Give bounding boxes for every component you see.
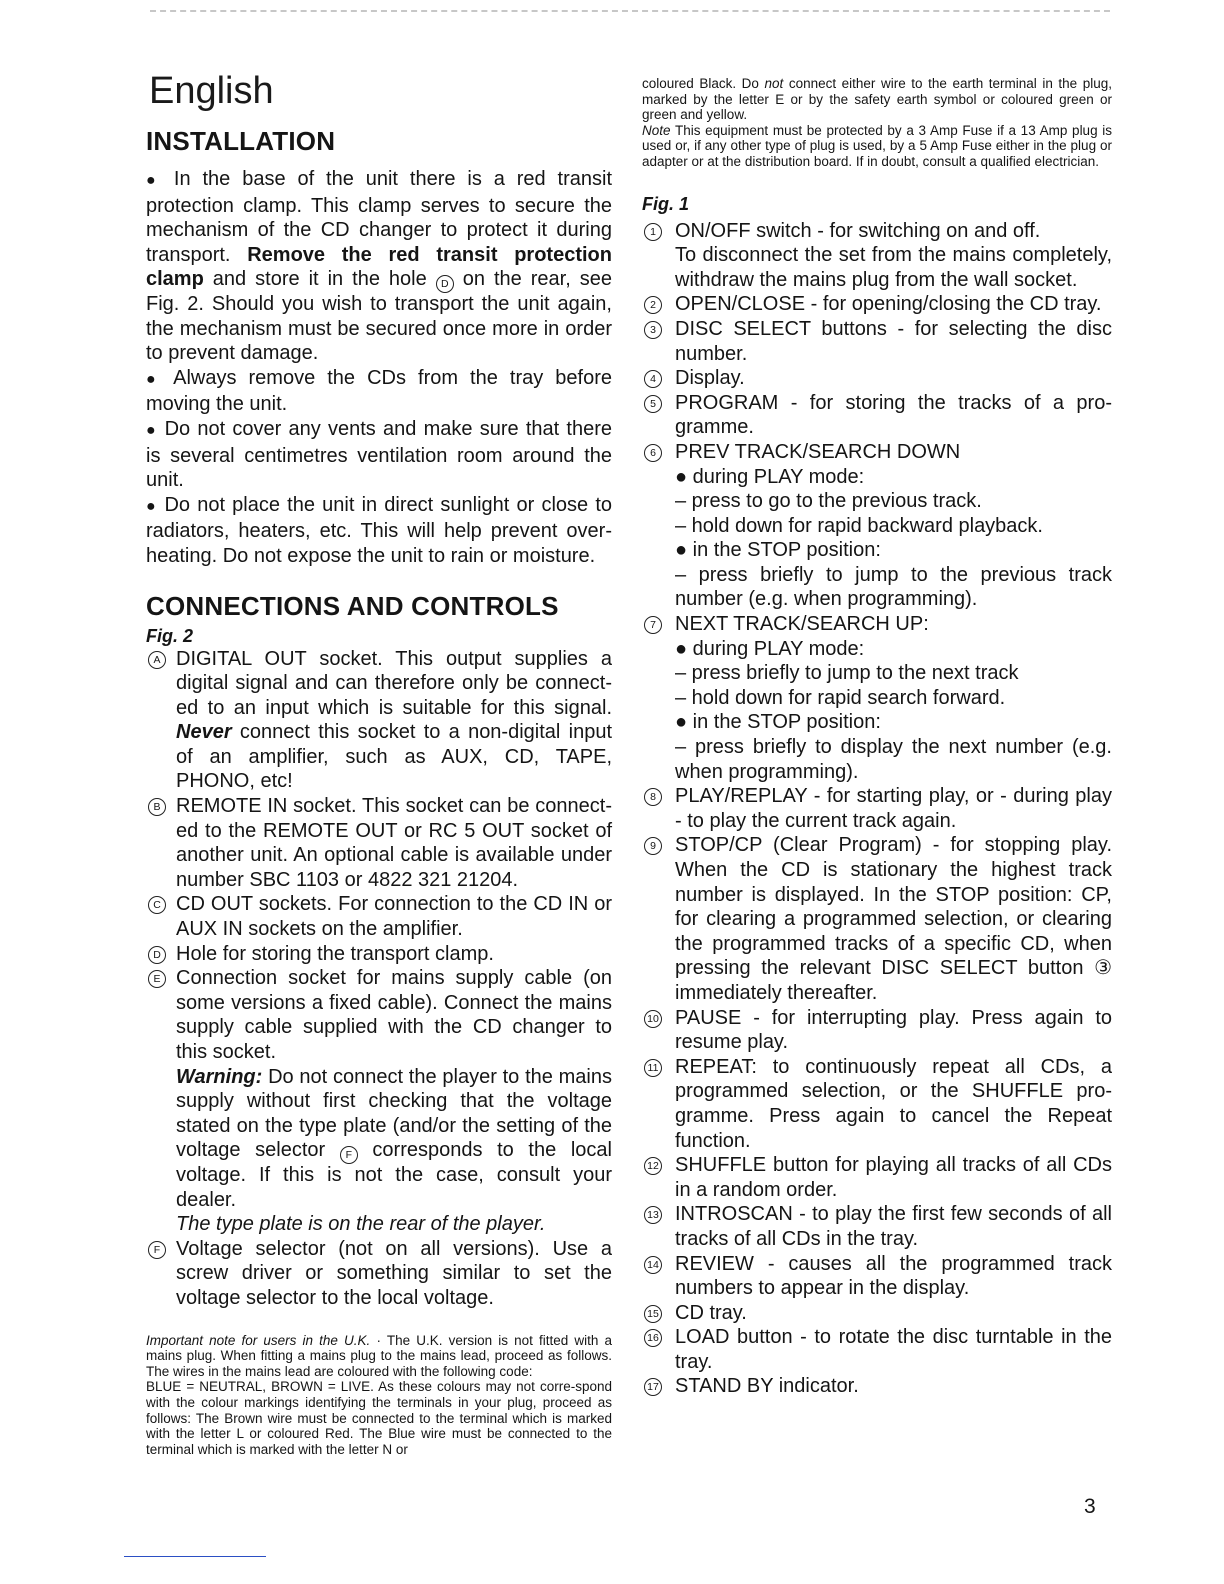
language-heading: English	[149, 70, 274, 112]
control-line: – press briefly to display the next number (e.g. when programming).	[675, 736, 1112, 783]
type-plate-note: The type plate is on the rear of the player.	[176, 1213, 546, 1236]
control-item	[642, 292, 1112, 317]
connection-item	[146, 892, 612, 941]
connection-text: Connection socket for mains supply cable (on some versions a fixed cable). Connect the mains supply cable supplied with the CD changer to this socket.	[176, 967, 612, 1063]
installation-text: Always remove the CDs from the tray before moving the unit.	[146, 366, 613, 416]
marker-1: 1	[644, 223, 662, 241]
control-line: STAND BY indicator.	[675, 1375, 859, 1398]
control-line: ● during PLAY mode:	[675, 465, 865, 488]
marker-e: E	[148, 970, 166, 988]
control-item	[642, 1006, 1112, 1055]
marker-5: 5	[644, 395, 662, 413]
control-item	[642, 1055, 1112, 1153]
control-line: ● in the STOP position:	[675, 539, 881, 562]
control-item	[642, 1153, 1112, 1202]
left-column	[146, 126, 612, 1457]
never-label: Never	[176, 721, 232, 744]
warning-text: Do not connect the player to the mains supply without first checking that the voltage stated on the type plate (and/or the setting of the voltage selector	[176, 1065, 612, 1162]
marker-9: 9	[644, 837, 662, 855]
marker-4: 4	[644, 370, 662, 388]
connection-text: Hole for storing the transport clamp.	[176, 942, 494, 965]
page-number: 3	[1084, 1495, 1096, 1518]
control-line: ● during PLAY mode:	[675, 637, 865, 660]
uk-note-text: · The U.K. version is not fitted with a mains plug. When fitting a mains plug to the mains lead, proceed as follows. The wires in the mains lead are coloured with the following code:	[146, 1332, 612, 1379]
connection-item	[146, 794, 612, 892]
marker-b: B	[148, 798, 166, 816]
control-item	[642, 1202, 1112, 1251]
control-line: – press briefly to jump to the next track	[675, 662, 1019, 685]
marker-f: F	[148, 1241, 166, 1259]
control-line: ON/OFF switch - for switching on and off.	[675, 219, 1041, 242]
control-line: ● in the STOP position:	[675, 711, 881, 734]
marker-12: 12	[644, 1157, 662, 1175]
control-line: CD tray.	[675, 1301, 747, 1324]
installation-text: Do not cover any vents and make sure that there is several centimetres ventilation room around the unit.	[146, 417, 612, 492]
marker-7: 7	[644, 616, 662, 634]
control-line: To disconnect the set from the mains completely, withdraw the mains plug from the wall socket.	[675, 244, 1112, 291]
uk-note-text: connect either wire to the earth terminal in the plug, marked by the letter E or by the safety earth symbol or coloured green or green and yellow.	[642, 76, 1113, 123]
connection-text: DIGITAL OUT socket. This output supplies a digital signal and can therefore only be connect-ed to an input which is suitable for this signal.	[176, 647, 612, 719]
marker-c: C	[148, 896, 166, 914]
fig-2-label: Fig. 2	[146, 625, 194, 646]
marker-d: D	[436, 275, 454, 293]
marker-d: D	[148, 946, 166, 964]
control-item	[642, 612, 1112, 784]
note-label: Note	[642, 122, 671, 138]
control-line: PLAY/REPLAY - for starting play, or - during play - to play the current track again.	[675, 785, 1112, 832]
uk-note-continued	[642, 76, 1112, 170]
connection-text: Voltage selector (not on all versions). Use a screw driver or something similar to set the voltage selector to the local voltage.	[176, 1237, 612, 1309]
marker-3: 3	[644, 321, 662, 339]
control-item	[642, 219, 1112, 293]
control-item	[642, 833, 1112, 1005]
connection-text: connect this socket to a non-digital input of an amplifier, such as AUX, CD, TAPE, PHONO, etc!	[176, 721, 612, 793]
installation-bold-instruction: Remove the red transit protection clamp	[146, 243, 612, 291]
installation-text: and store it in the hole	[203, 268, 436, 291]
marker-a: A	[148, 651, 166, 669]
control-line: SHUFFLE button for playing all tracks of all CDs in a random order.	[675, 1154, 1112, 1201]
control-line: NEXT TRACK/SEARCH UP:	[675, 613, 929, 636]
control-item	[642, 784, 1112, 833]
control-item	[642, 1252, 1112, 1301]
marker-f: F	[340, 1146, 358, 1164]
connection-item	[146, 647, 612, 795]
uk-note-code: BLUE = NEUTRAL, BROWN = LIVE. As these colours may not corre-spond with the colour markings identifying the terminals in your plug, proceed as follows: The Brown wire must be connected to the terminal which is marked with the letter L or coloured Red. The Blue wire must be connected to the terminal which is marked with the letter N or	[146, 1379, 612, 1457]
control-item	[642, 366, 1112, 391]
control-line: – press to go to the previous track.	[675, 490, 982, 513]
connection-text: REMOTE IN socket. This socket can be connect-ed to the REMOTE OUT or RC 5 OUT socket of another unit. An optional cable is available under number SBC 1103 or 4822 321 21204.	[176, 795, 612, 891]
marker-13: 13	[644, 1206, 662, 1224]
connection-item	[146, 1237, 612, 1311]
control-item	[642, 1301, 1112, 1326]
marker-14: 14	[644, 1256, 662, 1274]
connections-heading: CONNECTIONS AND CONTROLS	[146, 590, 559, 621]
control-line: DISC SELECT buttons - for selecting the disc number.	[675, 317, 1112, 365]
uk-note-text: coloured Black. Do	[642, 76, 765, 91]
control-line: PROGRAM - for storing the tracks of a pro-gramme.	[675, 391, 1112, 439]
marker-8: 8	[644, 788, 662, 806]
marker-16: 16	[644, 1329, 662, 1347]
connection-text: CD OUT sockets. For connection to the CD IN or AUX IN sockets on the amplifier.	[176, 893, 612, 941]
control-line: PAUSE - for interrupting play. Press again to resume play.	[675, 1006, 1112, 1054]
control-line: REVIEW - causes all the programmed track numbers to appear in the display.	[675, 1252, 1112, 1300]
fig-1-list	[642, 219, 1112, 1400]
uk-note-emphasis: not	[764, 76, 784, 91]
warning-label: Warning:	[176, 1065, 263, 1088]
uk-note	[146, 1333, 612, 1458]
connection-item	[146, 942, 612, 967]
installation-heading: INSTALLATION	[146, 126, 336, 156]
control-item	[642, 1325, 1112, 1374]
installation-text: In the base of the unit there is a red transit protection clamp. This clamp serves to secure the mechanism of the CD changer to protect it during transport.	[146, 168, 613, 266]
installation-bullet: ● In the base of the unit there is a red transit protection clamp. This clamp serves to secure the mechanism of the CD changer to protect it during transport. Remove the red transit protection clamp and store it in the hole D on the rear, see Fig. 2. Should you wish to transport the unit again, the mechanism must be secured once more in order to prevent damage.	[146, 168, 613, 365]
uk-note-label: Important note for users in the U.K.	[146, 1332, 371, 1348]
installation-bullet: ● Do not cover any vents and make sure that there is several centimetres ventilation room around the unit.	[146, 417, 612, 492]
marker-17: 17	[644, 1378, 662, 1396]
marker-11: 11	[644, 1059, 662, 1077]
installation-bullet: ● Do not place the unit in direct sunlight or close to radiators, heaters, etc. This will help prevent over-heating. Do not expose the unit to rain or moisture.	[146, 493, 612, 567]
control-line: – hold down for rapid backward playback.	[675, 514, 1043, 537]
control-line: LOAD button - to rotate the disc turntable in the tray.	[675, 1326, 1112, 1373]
control-line: PREV TRACK/SEARCH DOWN	[675, 440, 961, 463]
control-item	[642, 317, 1112, 366]
control-line: Display.	[675, 367, 745, 390]
warning-text: corresponds to the local voltage. If this is not the case, consult your dealer.	[176, 1139, 612, 1211]
marker-6: 6	[644, 444, 662, 462]
marker-2: 2	[644, 296, 662, 314]
control-item	[642, 440, 1112, 612]
control-line: STOP/CP (Clear Program) - for stopping play. When the CD is stationary the highest track number is displayed. In the STOP position: CP, for clearing a programmed selection, or clearing the programmed tracks of a specific CD, when pressing the relevant DISC SELECT button ③ immediately thereafter.	[675, 834, 1112, 1004]
marker-10: 10	[644, 1010, 662, 1028]
control-line: INTROSCAN - to play the first few seconds of all tracks of all CDs in the tray.	[675, 1203, 1112, 1250]
control-item	[642, 391, 1112, 440]
installation-text: on the rear, see Fig. 2. Should you wish to transport the unit again, the mechanism must be secured once more in order to prevent damage.	[146, 268, 612, 365]
installation-text: Do not place the unit in direct sunlight or close to radiators, heaters, etc. This will help prevent over-heating. Do not expose the unit to rain or moisture.	[146, 493, 612, 567]
control-line: REPEAT: to continuously repeat all CDs, a programmed selection, or the SHUFFLE pro-gramme. Press again to cancel the Repeat function.	[675, 1055, 1112, 1152]
right-column	[642, 76, 1112, 1399]
fig-1-label: Fig. 1	[642, 193, 690, 214]
marker-15: 15	[644, 1305, 662, 1323]
installation-bullet: ● Always remove the CDs from the tray before moving the unit.	[146, 366, 613, 416]
scan-artifact-top-line	[150, 10, 1110, 12]
control-line: – hold down for rapid search forward.	[675, 686, 1006, 709]
connection-item	[146, 966, 612, 1237]
control-line: OPEN/CLOSE - for opening/closing the CD tray.	[675, 293, 1102, 316]
scan-artifact-bottom-line	[124, 1556, 266, 1557]
control-line: – press briefly to jump to the previous track number (e.g. when programming).	[675, 563, 1112, 611]
note-text: This equipment must be protected by a 3 Amp Fuse if a 13 Amp plug is used or, if any other type of plug is used, by a 5 Amp Fuse either in the plug or adapter or at the distribution board. If in doubt, consult a qualified electrician.	[642, 122, 1112, 169]
control-item	[642, 1374, 1112, 1399]
